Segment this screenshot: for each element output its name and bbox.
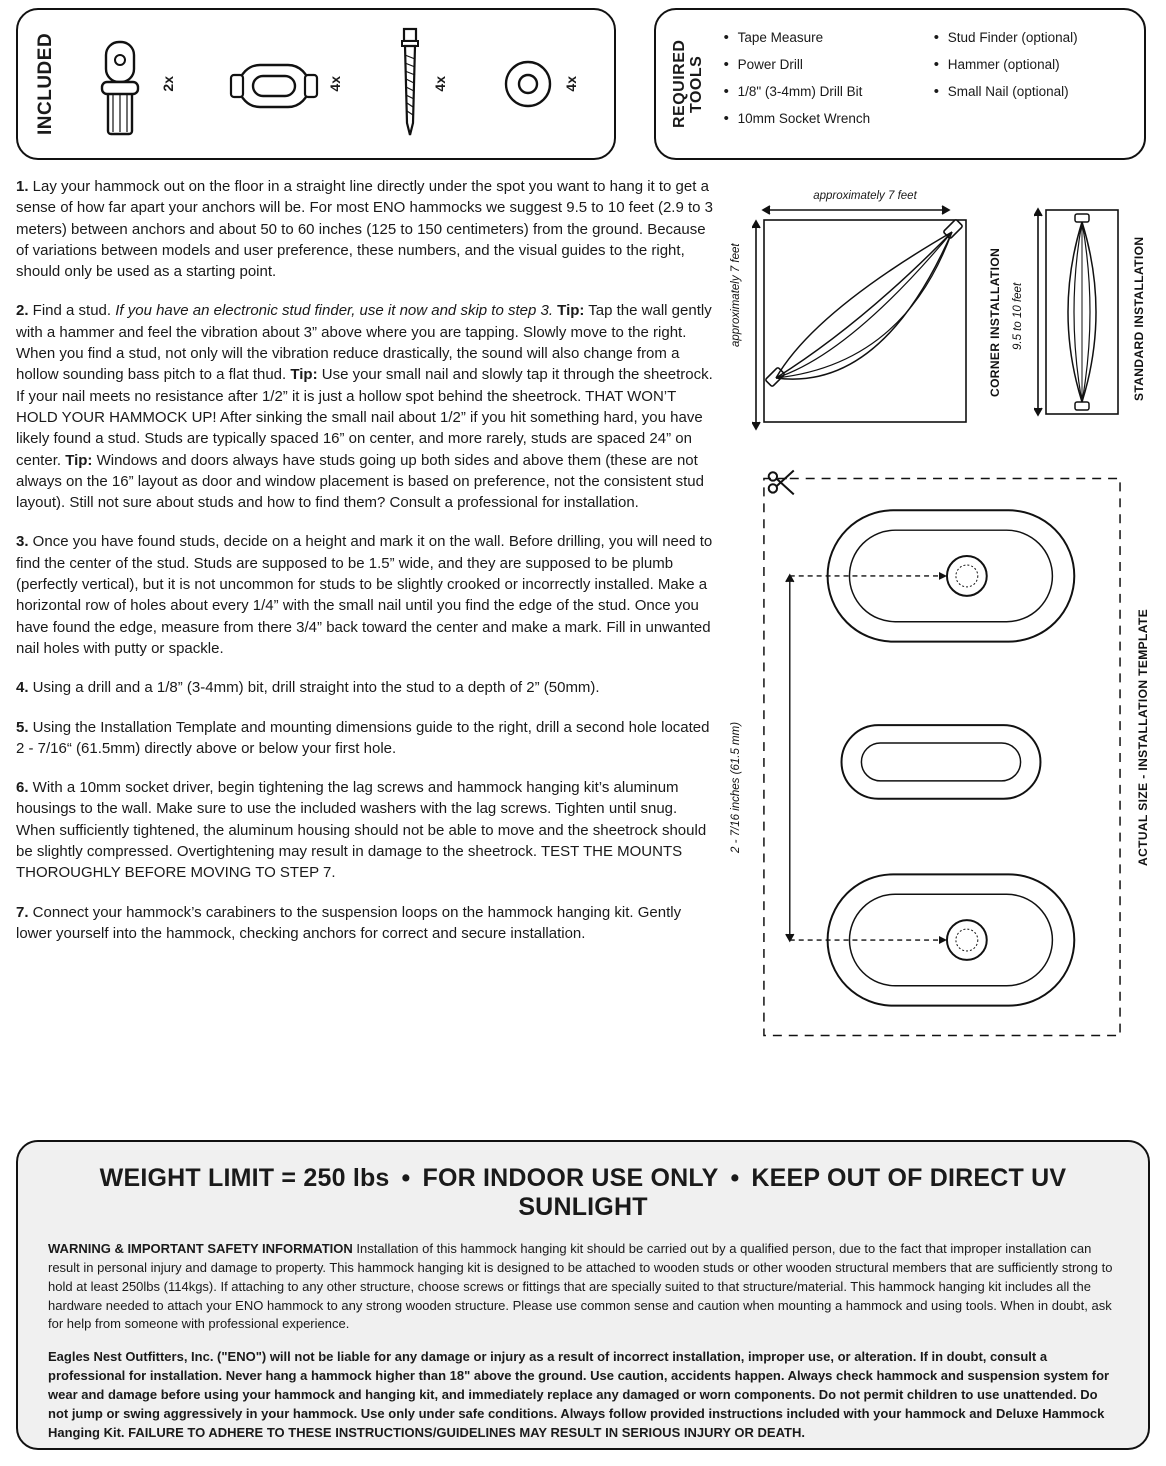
standard-installation-diagram [1034,206,1122,423]
diagram-column [730,176,1150,1051]
standard-side-dimension: 9.5 to 10 feet [1012,282,1024,350]
template-svg [750,457,1128,1051]
standard-diagram-svg [1034,206,1122,418]
corner-diagram-svg [752,204,978,436]
headline-separator-1: • [401,1164,411,1192]
lag-screw-icon [392,23,428,145]
main-content [0,160,1166,1051]
required-tools-label: REQUIRED TOOLS [671,39,705,129]
included-label: INCLUDED [35,32,56,136]
included-parts-panel [16,8,616,160]
tool-item: • Stud Finder (optional) [934,30,1130,46]
part-qty-lag-screw: 4x [432,76,449,92]
template-title: ACTUAL SIZE - INSTALLATION TEMPLATE [1136,608,1150,866]
scissors-icon [769,471,794,495]
round-washer-icon [497,53,559,115]
tool-item: • Power Drill [724,57,920,73]
included-parts-list [56,23,614,145]
uv-sunlight-text: KEEP OUT OF DIRECT UV SUNLIGHT [518,1164,1067,1221]
step-5: 5. Using the Installation Template and mounting dimensions guide to the right, drill a second hole located 2 - 7/16“ (61.5mm) directly above or below your first hole. [16,718,710,757]
required-tools-lists [706,30,1144,139]
tools-column-2 [934,30,1130,139]
corner-side-dimension: approximately 7 feet [730,243,742,347]
template-dimension-label: 2 - 7/16 inches (61.5 mm) [730,721,742,853]
tool-item: • Small Nail (optional) [934,84,1130,100]
step-4: 4. Using a drill and a 1/8” (3-4mm) bit, drill straight into the stud to a depth of 2” (50mm). [16,679,600,697]
headline-separator-2: • [730,1164,740,1192]
part-qty-round-washer: 4x [563,76,580,92]
step-7: 7. Connect your hammock’s carabiners to the suspension loops on the hammock hanging kit. Gently lower yourself into the hammock, checking anchors for correct and secure installation. [16,903,682,942]
warning-headline [48,1164,1118,1222]
warning-paragraph-2: Eagles Nest Outfitters, Inc. ("ENO") will not be liable for any damage or injury as a result of incorrect installation, improper use, or alteration. If in doubt, consult a professional for installation. Never hang a hammock higher than 18" above the ground. Use caution, accidents happen. Always check hammock and suspension system for wear and damage before using your hammock and hanging kit, and immediately replace any damaged or worn components. Do not permit children to use unattended. Do not jump or swing aggressively in your hammock. Use only under safe conditions. Always follow provided instructions included with your hammock and Deluxe Hammock Hanging Kit. FAILURE TO ADHERE TO THESE INSTRUCTIONS/GUIDELINES MAY RESULT IN SERIOUS INJURY OR DEATH. [48,1349,1110,1440]
part-aluminum-housing [84,24,176,144]
washer-oval-icon [225,49,323,119]
part-qty-housing: 2x [160,76,177,92]
warning-paragraph-1-bold: WARNING & IMPORTANT SAFETY INFORMATION [48,1241,353,1256]
required-tools-panel [654,8,1146,160]
tool-item: • Tape Measure [724,30,920,46]
warning-paragraph-1-body: Installation of this hammock hanging kit should be carried out by a qualified person, due to the fact that improper installation can result in personal injury and damage to property. This hammock hanging kit is designed to be attached to wooden studs or other wooden structural members that are sufficiently strong to hold at least 250lbs (114kgs). If attaching to any other structure, choose screws or fittings that are specially suited to that structure/material. This hammock hanging kit includes all the hardware needed to attach your ENO hammock to any strong wooden structure. Please use common sense and caution when mounting a hammock and using tools. When in doubt, ask for help from someone with professional experience. [48,1241,1113,1332]
standard-installation-title: STANDARD INSTALLATION [1132,236,1146,402]
instruction-steps [16,176,714,1051]
warning-panel [16,1140,1150,1450]
corner-installation-title: CORNER INSTALLATION [988,247,1002,397]
installation-template [730,457,1150,1051]
part-qty-washer-oval: 4x [327,76,344,92]
step-2: 2. Find a stud. If you have an electronic stud finder, use it now and skip to step 3. Tip: Tap the wall gently with a hammer and feel the vibration about 3” above where you are tapping. Slowly move to the right. When you find a stud, not only will the vibration reduce drastically, the sound will also change from a hollow sounding bass pitch to a flat thud. Tip: Use your small nail and slowly tap it through the sheetrock. If your nail meets no resistance after 1/2” it is just a hollow spot behind the sheetrock. THAT WON’T HOLD YOUR HAMMOCK UP! After sinking the small nail about 1/2” if you hit something hard, you have likely found a stud. Studs are typically spaced 16” on center, and more rarely, studs are spaced 24” on center. Tip: Windows and doors always have studs going up both sides and above them (these are not always on the 16” layout as door and window placement is based on preference, not the consistent stud layout). Still not sure about studs and how to find them? Consult a professional for installation. [16,302,713,512]
tool-item: • Hammer (optional) [934,57,1130,73]
tool-item: • 1/8" (3-4mm) Drill Bit [724,84,920,100]
step-1: 1. Lay your hammock out on the floor in a straight line directly under the spot you want to hang it to get a sense of how far apart your anchors will be. For most ENO hammocks we suggest 9.5 to 10 feet (2.9 to 3 meters) between anchors and about 50 to 60 inches (125 to 150 centimeters) from the ground. Because of variations between models and user preference, these numbers, and the visual guides to the right, should only be used as a starting point. [16,178,713,281]
step-3: 3. Once you have found studs, decide on a height and mark it on the wall. Before drilling, you will need to find the center of the stud. Studs are supposed to be 1.5” wide, and they are supposed to be plumb (perfectly vertical), but it is not uncommon for studs to be slightly crooked or incorrectly installed. Make a horizontal row of holes about every 1/4” with the small nail until you find the edge of the stud. Once you have found the edge, measure from there 3/4” back toward the center and make a mark. Fill in unwanted nail holes with putty or spackle. [16,533,713,657]
corner-top-dimension: approximately 7 feet [813,190,917,202]
part-round-washer [497,53,579,115]
header-panels [0,0,1166,160]
weight-limit-text: WEIGHT LIMIT = 250 lbs [99,1164,390,1192]
tool-item: • 10mm Socket Wrench [724,111,920,127]
indoor-use-text: FOR INDOOR USE ONLY [422,1164,719,1192]
part-washer-oval [225,49,343,119]
corner-installation-diagram [752,190,978,441]
warning-paragraph-1 [48,1240,1118,1334]
aluminum-housing-icon [84,24,156,144]
installation-diagrams [730,190,1150,441]
step-6: 6. With a 10mm socket driver, begin tightening the lag screws and hammock hanging kit’s aluminum housings to the wall. Make sure to use the included washers with the lag screws. Tighten until snug. When sufficiently tightened, the aluminum housing should not be able to move and the sheetrock should be slightly compressed. Overtightening may result in damage to the sheetrock. TEST THE MOUNTS THOROUGHLY BEFORE MOVING TO STEP 7. [16,779,707,882]
part-lag-screw [392,23,448,145]
tools-column-1 [724,30,920,139]
